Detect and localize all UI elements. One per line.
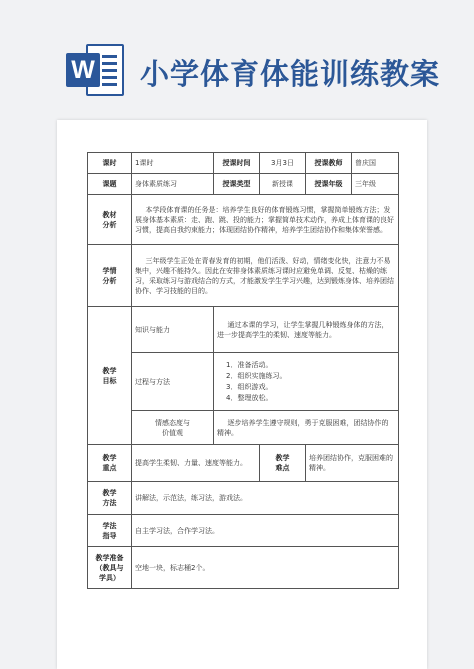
textbook-analysis-text: 本学段体育课的任务是：培养学生良好的体育锻炼习惯，掌握简单锻炼方法；发展身体基本素质：走、跑、跳、投的能力；掌握简单技术动作，养成上体育课的良好习惯，提高自我约束能力；体现团结协作精神，培养学生团结协作和集体荣誉感。: [132, 195, 399, 245]
table-row: [88, 307, 399, 353]
list-item: 2．组织实施练习。: [226, 371, 287, 380]
learner-analysis-label: 学情 分析: [88, 245, 132, 307]
lesson-type-value: 新授课: [260, 174, 306, 195]
teaching-method-text: 讲解法，示范法，练习法，游戏法。: [132, 482, 399, 515]
emotion-values-label: 情感态度与 价值观: [132, 411, 214, 445]
study-guidance-label: 学法 指导: [88, 515, 132, 547]
word-app-icon: [66, 44, 124, 96]
table-row: [88, 245, 399, 307]
table-row: [88, 353, 399, 411]
table-row: [88, 547, 399, 589]
teacher-label: 授课教师: [306, 153, 352, 174]
word-w-badge: W: [66, 53, 100, 87]
lesson-type-label: 授课类型: [214, 174, 260, 195]
teaching-prep-text: 空地一块，标志桶2个。: [132, 547, 399, 589]
teaching-method-label: 教学 方法: [88, 482, 132, 515]
document-page: [57, 120, 427, 669]
list-item: 1．准备活动。: [226, 360, 273, 369]
table-row: [88, 195, 399, 245]
topic-value: 身体素质练习: [132, 174, 214, 195]
list-item: 3．组织游戏。: [226, 382, 273, 391]
table-row: [88, 411, 399, 445]
table-row: [88, 515, 399, 547]
table-row: [88, 482, 399, 515]
table-row: [88, 445, 399, 482]
knowledge-ability-text: 通过本课的学习，让学生掌握几种锻炼身体的方法，进一步提高学生的柔韧、速度等能力。: [214, 307, 399, 353]
list-item: 4．整理放松。: [226, 393, 273, 402]
knowledge-ability-label: 知识与能力: [132, 307, 214, 353]
teaching-goals-label: 教学 目标: [88, 307, 132, 445]
textbook-analysis-label: 教材 分析: [88, 195, 132, 245]
process-method-label: 过程与方法: [132, 353, 214, 411]
teacher-value: 曾庆国: [352, 153, 399, 174]
teaching-date-value: 3月3日: [260, 153, 306, 174]
difficulty-label: 教学 难点: [260, 445, 306, 482]
learner-analysis-text: 三年级学生正处在青春发育的初期，他们活泼、好动，情绪变化快，注意力不易集中，兴趣不能持久。因此在安排身体素质练习课时应避免单调、反复、枯燥的练习，采取练习与游戏结合的方式，才能激发学生学习兴趣，达到锻炼身体、培养团结协作、学习技能的目的。: [132, 245, 399, 307]
page-title: 小学体育体能训练教案: [140, 57, 441, 91]
page-header: [0, 0, 474, 110]
class-hours-value: 1课时: [132, 153, 214, 174]
grade-value: 三年级: [352, 174, 399, 195]
process-method-list: [214, 353, 399, 411]
teaching-prep-label: 教学准备 （教具与 学具）: [88, 547, 132, 589]
teaching-date-label: 授课时间: [214, 153, 260, 174]
key-point-text: 提高学生柔韧、力量、速度等能力。: [132, 445, 260, 482]
table-row: [88, 153, 399, 174]
key-point-label: 教学 重点: [88, 445, 132, 482]
table-row: [88, 174, 399, 195]
study-guidance-text: 自主学习法，合作学习法。: [132, 515, 399, 547]
topic-label: 课题: [88, 174, 132, 195]
class-hours-label: 课时: [88, 153, 132, 174]
grade-label: 授课年级: [306, 174, 352, 195]
difficulty-text: 培养团结协作，克服困难的精神。: [306, 445, 399, 482]
lesson-plan-table: [87, 152, 399, 589]
emotion-values-text: 逐步培养学生遵守规则，勇于克服困难，团结协作的精神。: [214, 411, 399, 445]
